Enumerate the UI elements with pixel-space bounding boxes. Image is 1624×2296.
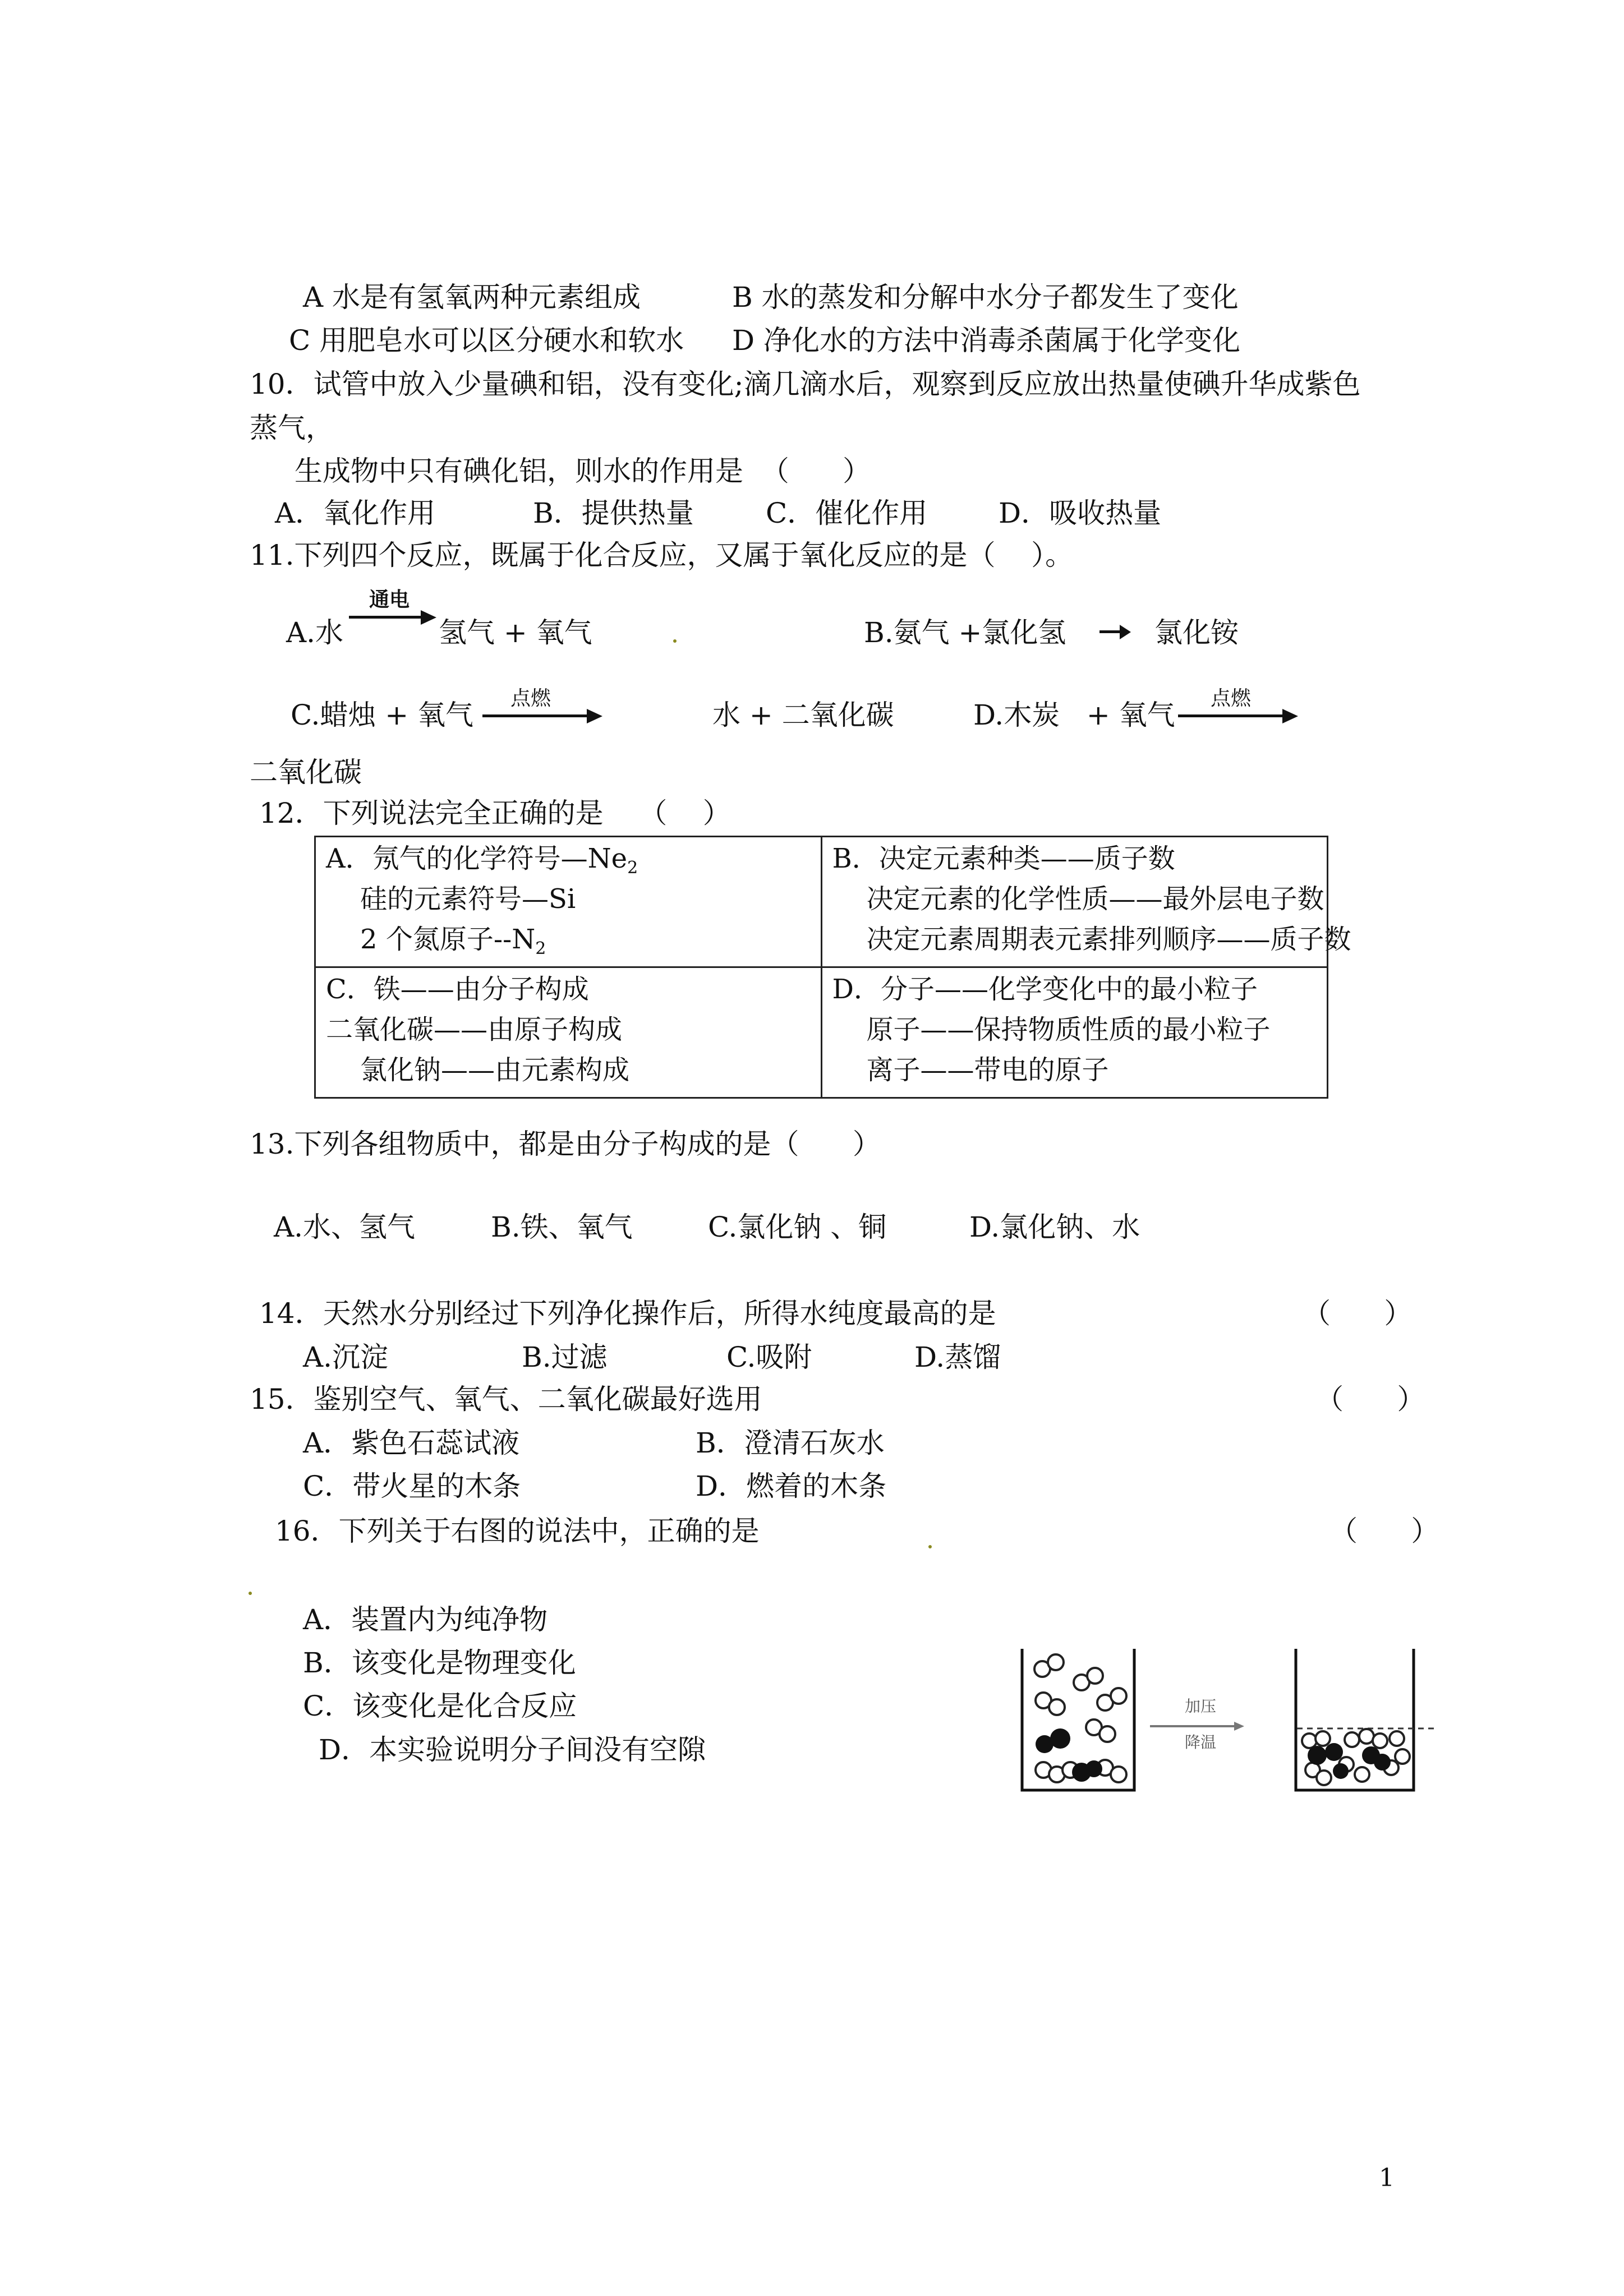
q15-option-a: A．紫色石蕊试液 (303, 1427, 520, 1459)
q9-option-c: C 用肥皂水可以区分硬水和软水 (289, 324, 684, 357)
q12-b-line1: B．决定元素种类——质子数 (832, 843, 1175, 874)
scan-speck (673, 639, 677, 643)
q12-a-line2: 硅的元素符号—Si (326, 883, 576, 915)
q13-stem: 13.下列各组物质中，都是由分子构成的是（ ） (250, 1128, 881, 1160)
q11-d-product: 二氧化碳 (250, 756, 362, 789)
q16-option-c: C．该变化是化合反应 (303, 1690, 577, 1722)
q12-d-line2: 原子——保持物质性质的最小粒子 (832, 1014, 1271, 1045)
q12-b-line3: 决定元素周期表元素排列顺序——质子数 (832, 924, 1351, 955)
q16-stem: 16．下列关于右图的说法中，正确的是 (275, 1515, 760, 1547)
q11-c-arrow (482, 714, 589, 717)
scan-speck (249, 1592, 252, 1595)
q10-option-c: C．催化作用 (766, 497, 928, 529)
q15-option-c: C．带火星的木条 (303, 1470, 521, 1502)
q16-figure (1010, 1638, 1447, 1806)
q12-option-b (821, 837, 1351, 967)
q12-options-table (314, 836, 1351, 1099)
q12-stem: 12．下列说法完全正确的是 （ ） (259, 797, 731, 829)
q12-a-line1: A．氖气的化学符号—Ne (326, 843, 628, 874)
q13-option-d: D.氯化钠、水 (969, 1211, 1140, 1243)
q11-c-products: 水 + 二氧化碳 (712, 699, 894, 731)
q11-c-reactants: C.蜡烛 + 氧气 (291, 699, 474, 731)
q12-b-line2: 决定元素的化学性质——最外层电子数 (832, 883, 1324, 915)
q11-a-arrow (349, 616, 422, 619)
q11-b-arrow-head (1120, 625, 1131, 639)
q16-answer-paren: （ ） (1329, 1515, 1439, 1547)
q11-c-arrow-head (587, 709, 602, 723)
q11-a-condition: 通电 (369, 588, 410, 611)
q11-d-arrow (1178, 714, 1285, 717)
q15-answer-paren: （ ） (1315, 1383, 1425, 1416)
q14-option-c: C.吸附 (726, 1341, 812, 1373)
q11-stem: 11.下列四个反应，既属于化合反应，又属于氧化反应的是（ ）。 (250, 539, 1074, 571)
q12-c-line2: 二氧化碳——由原子构成 (326, 1014, 623, 1045)
q10-option-b: B．提供热量 (533, 497, 694, 529)
q11-d-reactants: D.木炭 + 氧气 (973, 699, 1175, 731)
q10-stem-line3: 生成物中只有碘化铝，则水的作用是 （ ） (295, 455, 871, 487)
q11-d-arrow-head (1282, 709, 1298, 723)
q14-answer-paren: （ ） (1303, 1297, 1413, 1330)
q12-d-line3: 离子——带电的原子 (832, 1054, 1109, 1086)
q10-option-d: D．吸收热量 (999, 497, 1162, 529)
q12-option-c (315, 967, 822, 1098)
q11-a-products: 氢气 + 氧气 (439, 616, 592, 649)
q15-option-b: B．澄清石灰水 (696, 1427, 885, 1459)
q10-stem-line1: 10．试管中放入少量碘和铝，没有变化;滴几滴水后，观察到反应放出热量使碘升华成紫色 (250, 368, 1361, 400)
q10-stem-line2: 蒸气， (250, 412, 334, 444)
q13-option-b: B.铁、氧气 (491, 1211, 633, 1243)
q16-option-b: B．该变化是物理变化 (303, 1647, 576, 1679)
q12-option-d (821, 967, 1328, 1098)
q10-option-a: A．氧化作用 (275, 497, 436, 529)
q11-d-condition: 点燃 (1211, 687, 1252, 710)
q9-option-b: B 水的蒸发和分解中水分子都发生了变化 (732, 281, 1239, 313)
q14-stem: 14．天然水分别经过下列净化操作后，所得水纯度最高的是 (259, 1297, 996, 1330)
q15-option-d: D．燃着的木条 (696, 1470, 887, 1502)
q16-figure-label-bottom: 降温 (1185, 1733, 1217, 1751)
q12-a-line3-subscript: 2 (535, 939, 546, 958)
q11-b-reactants: B.氨气 +氯化氢 (864, 616, 1066, 649)
q14-option-a: A.沉淀 (303, 1341, 389, 1373)
q16-option-a: A．装置内为纯净物 (303, 1603, 548, 1636)
q14-option-d: D.蒸馏 (914, 1341, 1001, 1373)
q13-option-a: A.水、氢气 (274, 1211, 416, 1243)
scan-speck (928, 1545, 932, 1548)
q11-a-reactant: A.水 (286, 616, 344, 649)
q11-c-condition: 点燃 (510, 687, 551, 710)
q16-figure-label-top: 加压 (1185, 1697, 1217, 1716)
q12-c-line3: 氯化钠——由元素构成 (326, 1054, 630, 1086)
q13-option-c: C.氯化钠 、铜 (708, 1211, 887, 1243)
q9-option-d: D 净化水的方法中消毒杀菌属于化学变化 (732, 324, 1240, 357)
q16-figure-arrow-head (1234, 1722, 1244, 1731)
q14-option-b: B.过滤 (522, 1341, 608, 1373)
q12-c-line1: C．铁——由分子构成 (326, 974, 589, 1005)
q11-b-arrow (1099, 630, 1122, 633)
q12-option-a (315, 837, 822, 967)
q12-a-line1-subscript: 2 (627, 858, 638, 878)
q15-stem: 15．鉴别空气、氧气、二氧化碳最好选用 (250, 1383, 762, 1416)
q12-a-line3: 2 个氮原子--N (326, 924, 536, 955)
q16-option-d: D．本实验说明分子间没有空隙 (319, 1733, 706, 1766)
q12-d-line1: D．分子——化学变化中的最小粒子 (832, 974, 1258, 1005)
page-number: 1 (1379, 2164, 1395, 2192)
q9-option-a: A 水是有氢氧两种元素组成 (303, 281, 641, 313)
q11-b-product: 氯化铵 (1154, 616, 1239, 649)
q11-a-arrow-head (421, 610, 436, 625)
